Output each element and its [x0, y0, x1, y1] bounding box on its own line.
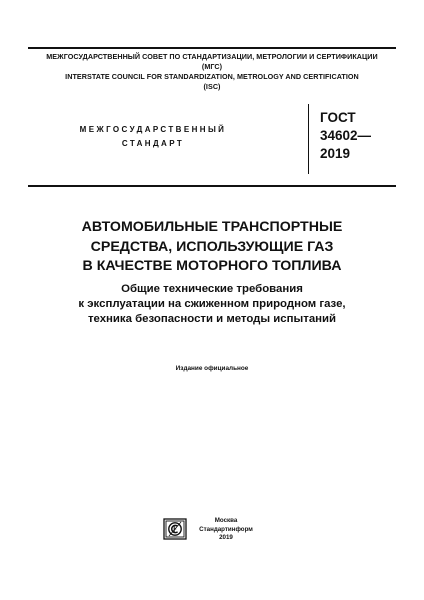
- top-divider: [28, 47, 396, 49]
- header-bottom-divider: [28, 185, 396, 187]
- subtitle-line-1: Общие технические требования: [121, 283, 303, 295]
- standard-code: [320, 109, 371, 163]
- publisher-name: Стандартинформ: [199, 525, 253, 533]
- standartinform-logo-icon: [163, 518, 187, 540]
- title-line-3: В КАЧЕСТВЕ МОТОРНОГО ТОПЛИВА: [82, 258, 342, 274]
- standard-code-prefix: ГОСТ: [320, 110, 356, 125]
- council-ru-line-2: (МГС): [201, 62, 223, 71]
- standard-code-year: 2019: [320, 146, 351, 161]
- title-line-2: СРЕДСТВА, ИСПОЛЬЗУЮЩИЕ ГАЗ: [90, 238, 334, 255]
- standard-type-line-2: СТАНДАРТ: [121, 139, 185, 148]
- standard-code-number: 34602—: [320, 128, 372, 143]
- subtitle-line-3: техника безопасности и методы испытаний: [87, 313, 337, 325]
- council-name-en: [28, 72, 396, 92]
- document-subtitle: [30, 282, 394, 327]
- standard-type-line-1: МЕЖГОСУДАРСТВЕННЫЙ: [79, 125, 227, 134]
- document-title: [30, 218, 394, 277]
- council-en-line-2: (ISC): [203, 82, 221, 91]
- council-ru-line-1: МЕЖГОСУДАРСТВЕННЫЙ СОВЕТ ПО СТАНДАРТИЗАЦИИ, МЕТРОЛОГИИ И СЕРТИФИКАЦИИ: [46, 52, 378, 61]
- council-en-line-1: INTERSTATE COUNCIL FOR STANDARDIZATION, METROLOGY AND CERTIFICATION: [65, 72, 359, 81]
- publisher-year: 2019: [219, 534, 233, 541]
- publisher-city: Москва: [214, 517, 238, 524]
- publisher-info: [198, 517, 254, 543]
- council-name-ru: [28, 52, 396, 72]
- subtitle-line-2: к эксплуатации на сжиженном природном газе,: [78, 298, 346, 310]
- title-line-1: АВТОМОБИЛЬНЫЕ ТРАНСПОРТНЫЕ: [81, 219, 343, 235]
- code-divider: [308, 104, 309, 174]
- edition-note: Издание официальное: [175, 365, 249, 372]
